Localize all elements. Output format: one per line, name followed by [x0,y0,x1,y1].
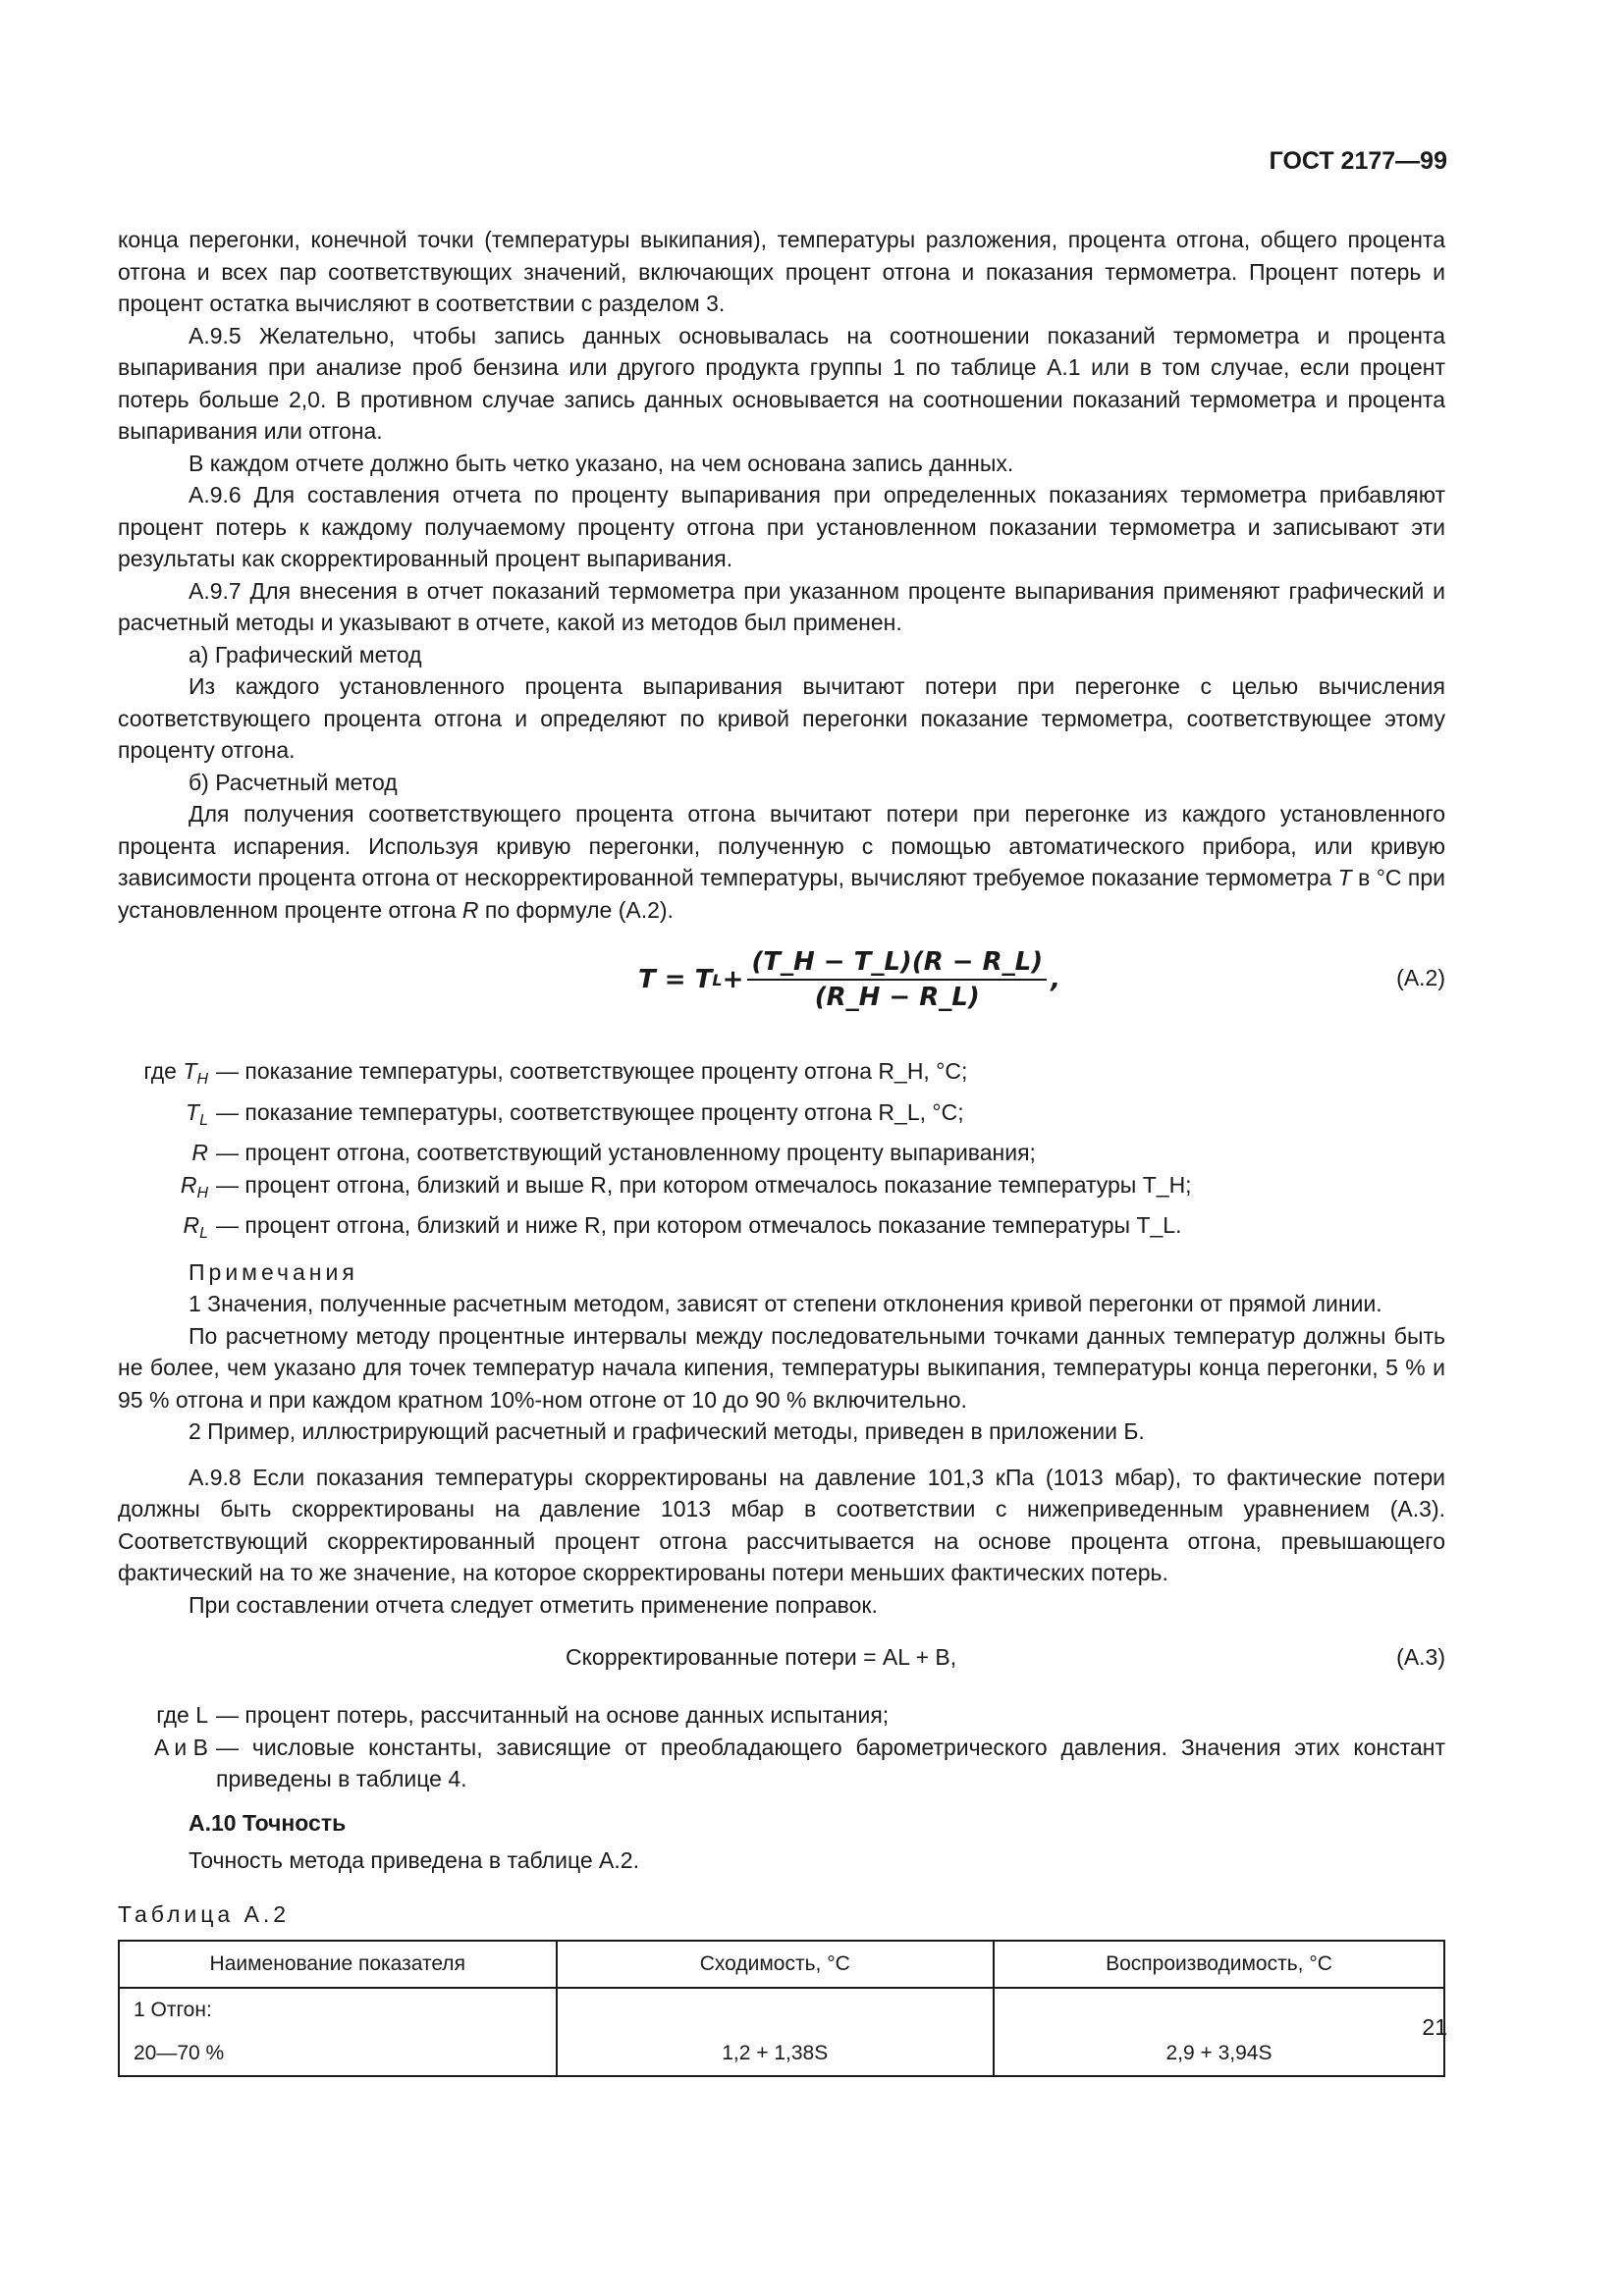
paragraph: В каждом отчете должно быть четко указано, на чем основана запись данных. [189,450,1014,476]
formula-a3-expression: Скорректированные потери = AL + B, [566,1644,957,1670]
formula-a2 [118,935,1445,1041]
note-item: 1 Значения, полученные расчетным методом, зависят от степени отклонения кривой перегонки от прямой линии. [189,1291,1382,1316]
legend-symbol: $R_L$ [183,1212,208,1242]
formula-a3-legend [118,1699,1445,1795]
paragraph-a96: А.9.6 Для составления отчета по проценту выпаривания при определенных показаниях термометра прибавляют процент потерь к каждому получаемому проценту отгона при установленном показании термометра и записывают эти результаты как скорректированный процент выпаривания. [118,482,1445,571]
method-graphic-title: а) Графический метод [189,641,422,667]
legend-text: — процент отгона, соответствующий установленному проценту выпаривания; [216,1140,1036,1165]
formula-a2-expression: T = T L + $\frac{(T\_H - T\_L)(R - R\_L)}{(R\_H - R\_L)}$ , [638,947,1060,1012]
formula-a3 [118,1634,1445,1689]
legend-text: — показание температуры, соответствующее проценту отгона R_H, °С; [216,1058,968,1084]
legend-symbol: где $T_H$ [143,1058,208,1088]
table-cell: 2,9 + 3,94S [994,1988,1444,2076]
fraction-numerator: (T_H − T_L)(R − R_L) [747,947,1047,981]
paragraph: конца перегонки, конечной точки (температуры выкипания), температуры разложения, процента отгона, общего процента отгона и всех пар соответствующих значений, включающих процент отгона и показания термометра. Процент потерь и процент остатка вычисляют в соответствии с разделом 3. [118,227,1445,316]
method-calc-title: б) Расчетный метод [189,769,398,795]
formula-a2-legend [118,1055,1445,1251]
paragraph-a97: А.9.7 Для внесения в отчет показаний термометра при указанном проценте выпаривания применяют графический и расчетный методы и указывают в отчете, какой из методов был применен. [118,577,1445,635]
legend-text: — процент отгона, близкий и ниже R, при котором отмечалось показание температуры T_L. [216,1212,1182,1238]
table-header: Наименование показателя [119,1941,557,1988]
legend-symbol: где L [156,1702,208,1728]
legend-text: — процент отгона, близкий и выше R, при котором отмечалось показание температуры T_H; [216,1171,1192,1198]
paragraph: При составлении отчета следует отметить применение поправок. [189,1591,878,1618]
section-title: А.10 Точность [189,1809,347,1836]
legend-symbol: A и B [153,1734,208,1760]
legend-symbol: R [191,1140,208,1165]
table-caption: Таблица А.2 [118,1900,291,1927]
paragraph: Для получения соответствующего процента отгона вычитают потери при перегонке из каждого установленного процента испарения. Используя кривую перегонки, полученную с помощью автоматического прибора, или кривую зависимости процента отгона от нескорректированной температуры, вычисляют требуемое показание термометра T в °С при установленном проценте отгона R по формуле (А.2). [118,801,1446,923]
legend-text: — показание температуры, соответствующее проценту отгона R_L, °С; [216,1098,964,1125]
legend-symbol: $T_L$ [186,1098,208,1129]
paragraph: Точность метода приведена в таблице А.2. [189,1847,639,1873]
formula-fraction [747,947,1047,1012]
page-body [118,224,1445,2077]
table-header: Сходимость, °С [557,1941,995,1988]
paragraph-a95: А.9.5 Желательно, чтобы запись данных основывалась на соотношении показаний термометра и процента выпаривания при анализе проб бензина или другого продукта группы 1 по таблице А.1 или в том случае, если процент потерь больше 2,0. В противном случае запись данных основывается на соотношении показаний термометра и процента выпаривания или отгона. [118,322,1445,444]
table-a2 [118,1940,1445,2077]
fraction-denominator: (R_H − R_L) [814,983,980,1012]
table-cell: 1,2 + 1,38S [557,1988,995,2076]
table-row [119,1988,1444,2076]
note-item: По расчетному методу процентные интервалы между последовательными точками данных температур должны быть не более, чем указано для точек температур начала кипения, температуры выкипания, температуры конца перегонки, 5 % и 95 % отгона и при каждом кратном 10%-ном отгоне от 10 до 90 % включительно. [118,1322,1445,1413]
note-item: 2 Пример, иллюстрирующий расчетный и графический методы, приведен в приложении Б. [189,1418,1145,1444]
table-header: Воспроизводимость, °С [994,1941,1444,1988]
legend-symbol: $R_H$ [180,1171,208,1201]
formula-number: (А.2) [1396,965,1445,990]
notes-title: Примечания [189,1258,358,1285]
formula-number: (А.3) [1396,1644,1445,1670]
legend-text: — процент потерь, рассчитанный на основе данных испытания; [216,1702,890,1728]
table-cell: 1 Отгон: 20—70 % [119,1988,557,2076]
legend-text: — числовые константы, зависящие от преобладающего барометрического давления. Значения этих констант приведены в таблице 4. [216,1734,1445,1791]
paragraph-a98: А.9.8 Если показания температуры скорректированы на давление 101,3 кПа (1013 мбар), то фактические потери должны быть скорректированы на давление 1013 мбар в соответствии с нижеприведенным уравнением (А.3). Соответствующий скорректированный процент отгона рассчитывается на основе процента отгона, превышающего фактический на то же значение, на которое скорректированы потери меньших фактических потерь. [118,1464,1445,1585]
paragraph: Из каждого установленного процента выпаривания вычитают потери при перегонке с целью вычисления соответствующего процента отгона и определяют по кривой перегонки показание термометра, соответствующее этому проценту отгона. [118,673,1445,763]
page-number: 21 [1422,2014,1447,2040]
document-code: ГОСТ 2177—99 [1269,147,1447,175]
